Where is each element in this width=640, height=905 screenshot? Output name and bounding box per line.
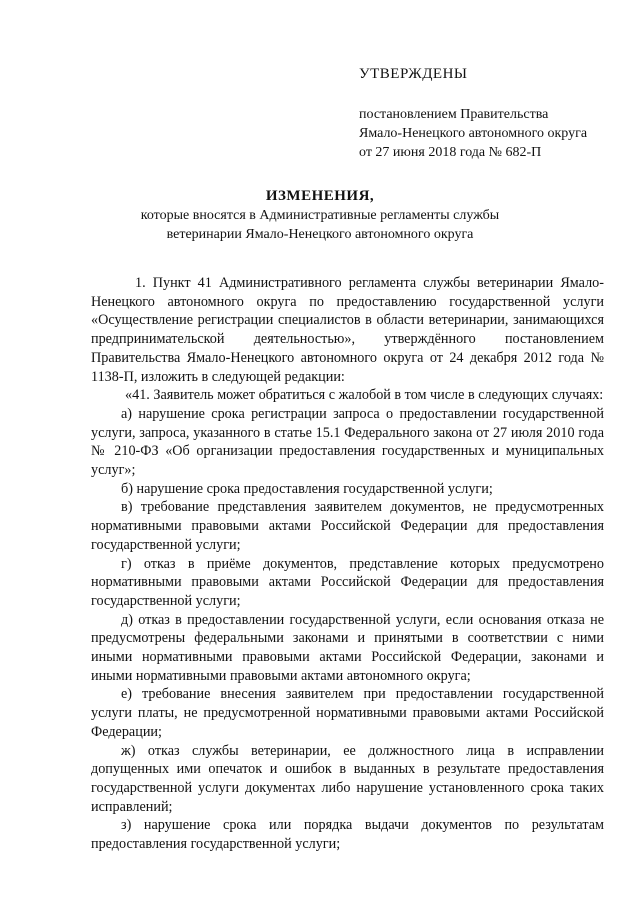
- list-item-e: е) требование внесения заявителем при предоставлении государственной услуги платы, не предусмотренной нормативными правовыми актами Российской Федерации;: [91, 686, 604, 740]
- approval-heading: УТВЕРЖДЕНЫ: [359, 66, 468, 82]
- list-item-g: г) отказ в приёме документов, представление которых предусмотрено нормативными правовыми актами Российской Федерации для предоставления государственной услуги;: [91, 555, 604, 609]
- approval-block: [359, 66, 619, 162]
- approval-line: постановлением Правительства: [359, 107, 549, 122]
- list-item-d: д) отказ в предоставлении государственной услуги, если основания отказа не предусмотрены федеральными законами и принятыми в соответствии с ними иными нормативными правовыми актами Российской Федерации, законами и иными нормативными правовыми актами автономного округа;: [91, 611, 604, 684]
- list-item-z: з) нарушение срока или порядка выдачи документов по результатам предоставления государственной услуги;: [91, 817, 604, 853]
- title-block: [80, 186, 560, 244]
- list-item-b: б) нарушение срока предоставления государственной услуги;: [121, 480, 493, 497]
- document-subtitle-line: ветеринарии Ямало-Ненецкого автономного округа: [166, 227, 474, 242]
- list-item-a: а) нарушение срока регистрации запроса о предоставлении государственной услуги, запроса, указанного в статье 15.1 Федерального закона от 27 июля 2010 года № 210-ФЗ «Об организации предоставления государственных и муниципальных услуг»;: [91, 405, 604, 479]
- list-item-v: в) требование представления заявителем документов, не предусмотренных нормативными правовыми актами Российской Федерации для предоставления государственной услуги;: [91, 499, 604, 553]
- approval-line: от 27 июня 2018 года № 682-П: [359, 145, 542, 160]
- intro-paragraph: 1. Пункт 41 Административного регламента службы ветеринарии Ямало-Ненецкого автономного округа по предоставлению государственной услуги «Осуществление регистрации специалистов в области ветеринарии, занимающихся предпринимательской деятельностью», утверждённого постановлением Правительства Ямало-Ненецкого автономного округа от 24 декабря 2012 года № 1138-П, изложить в следующей редакции:: [91, 275, 604, 385]
- quote-start-paragraph: «41. Заявитель может обратиться с жалобой в том числе в следующих случаях:: [125, 387, 604, 404]
- approval-line: Ямало-Ненецкого автономного округа: [359, 126, 588, 141]
- document-title: ИЗМЕНЕНИЯ,: [265, 188, 375, 204]
- document-body: [91, 274, 604, 854]
- list-item-zh: ж) отказ службы ветеринарии, ее должностного лица в исправлении допущенных ими опечаток и ошибок в выданных в результате предоставления государственной услуги документах либо нарушение установленного срока таких исправлений;: [91, 742, 604, 815]
- document-subtitle-line: которые вносятся в Административные регламенты службы: [140, 208, 500, 223]
